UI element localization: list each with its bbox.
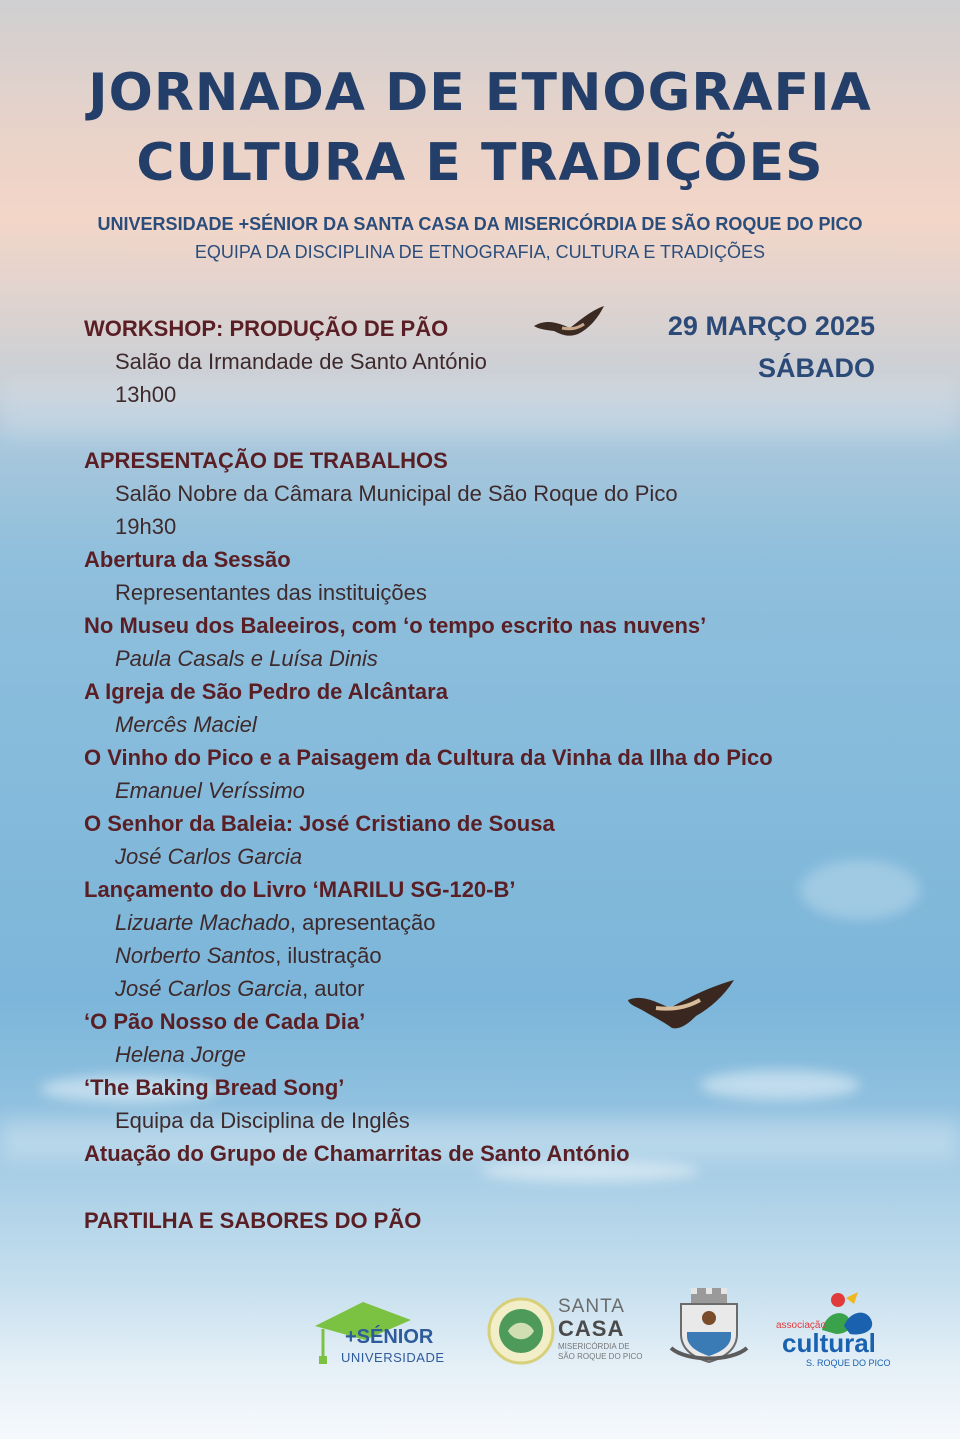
speaker-role: , ilustração	[275, 943, 382, 968]
santa-casa-text-2: CASA	[558, 1316, 625, 1341]
cloud	[700, 1070, 860, 1100]
cultural-label: cultural	[782, 1328, 876, 1358]
program-item-title: No Museu dos Baleeiros, com ‘o tempo escrito nas nuvens’	[84, 613, 707, 638]
program-item-title: Lançamento do Livro ‘MARILU SG-120-B’	[84, 877, 516, 902]
program-item-title: O Vinho do Pico e a Paisagem da Cultura da Vinha da Ilha do Pico	[84, 745, 773, 770]
program-item-speaker	[115, 774, 305, 807]
program-item-speaker	[115, 642, 378, 675]
workshop-title: WORKSHOP: PRODUÇÃO DE PÃO	[84, 316, 449, 341]
poster-title-line1: JORNADA DE ETNOGRAFIA	[88, 63, 872, 123]
speaker-name: Mercês Maciel	[115, 712, 257, 737]
speaker-name: Lizuarte Machado	[115, 910, 290, 935]
santa-casa-text-4: SÃO ROQUE DO PICO	[558, 1352, 643, 1361]
santa-casa-text-1: SANTA	[558, 1296, 625, 1317]
speaker-role: , apresentação	[289, 910, 436, 935]
assoc-place-label: S. ROQUE DO PICO	[806, 1358, 891, 1368]
presentation-venue: Salão Nobre da Câmara Municipal de São Roque do Pico	[115, 481, 678, 506]
closing-title: PARTILHA E SABORES DO PÃO	[84, 1208, 422, 1233]
program-item-speaker: Equipa da Disciplina de Inglês	[115, 1108, 410, 1133]
municipal-coat-of-arms	[667, 1288, 751, 1370]
team-line: EQUIPA DA DISCIPLINA DE ETNOGRAFIA, CULTURA E TRADIÇÕES	[194, 242, 766, 262]
speaker-name: Emanuel Veríssimo	[115, 778, 305, 803]
coat-of-arms-icon	[667, 1288, 751, 1370]
program-item-speaker: Representantes das instituições	[115, 580, 427, 605]
speaker-name: Helena Jorge	[115, 1042, 246, 1067]
speaker-name: José Carlos Garcia	[115, 844, 303, 869]
universidade-senior-logo	[313, 1296, 453, 1368]
santa-casa-emblem-icon	[486, 1296, 556, 1366]
program-item-speaker	[115, 1038, 246, 1071]
organizer-line: UNIVERSIDADE +SÉNIOR DA SANTA CASA DA MISERICÓRDIA DE SÃO ROQUE DO PICO	[97, 214, 863, 234]
program-item-title: ‘The Baking Bread Song’	[84, 1075, 345, 1100]
santa-casa-text-3: MISERICÓRDIA DE	[558, 1342, 630, 1351]
santa-casa-logo	[486, 1296, 643, 1368]
workshop-venue: Salão da Irmandade de Santo António	[115, 349, 487, 374]
cloud	[800, 860, 920, 920]
poster-title-line2: CULTURA E TRADIÇÕES	[136, 133, 824, 193]
speaker-name: Paula Casals e Luísa Dinis	[115, 646, 378, 671]
bird-icon	[626, 978, 736, 1034]
workshop-time: 13h00	[115, 382, 177, 407]
program-item-title: Abertura da Sessão	[84, 547, 291, 572]
speaker-name: José Carlos Garcia	[115, 976, 303, 1001]
presentation-time: 19h30	[115, 514, 177, 539]
senior-logo-bottom: UNIVERSIDADE	[341, 1350, 445, 1365]
program-item-title: O Senhor da Baleia: José Cristiano de Sousa	[84, 811, 555, 836]
program-item-speaker	[115, 906, 435, 939]
speaker-role: , autor	[302, 976, 365, 1001]
presentation-title: APRESENTAÇÃO DE TRABALHOS	[84, 448, 448, 473]
senior-logo-top: +SÉNIOR	[345, 1326, 434, 1348]
program-item-speaker	[115, 840, 302, 873]
associacao-cultural-logo	[776, 1290, 891, 1370]
program-item-title: ‘O Pão Nosso de Cada Dia’	[84, 1009, 366, 1034]
program-item-title: A Igreja de São Pedro de Alcântara	[84, 679, 448, 704]
program-item-speaker	[115, 708, 257, 741]
associacao-label: associação	[776, 1320, 827, 1331]
event-date: 29 MARÇO 2025	[667, 311, 875, 341]
bird-icon	[532, 304, 606, 340]
program-item-speaker	[115, 939, 382, 972]
program-item-speaker	[115, 972, 364, 1005]
event-weekday: SÁBADO	[757, 353, 875, 383]
program-item-title: Atuação do Grupo de Chamarritas de Santo António	[84, 1141, 630, 1166]
speaker-name: Norberto Santos	[115, 943, 276, 968]
